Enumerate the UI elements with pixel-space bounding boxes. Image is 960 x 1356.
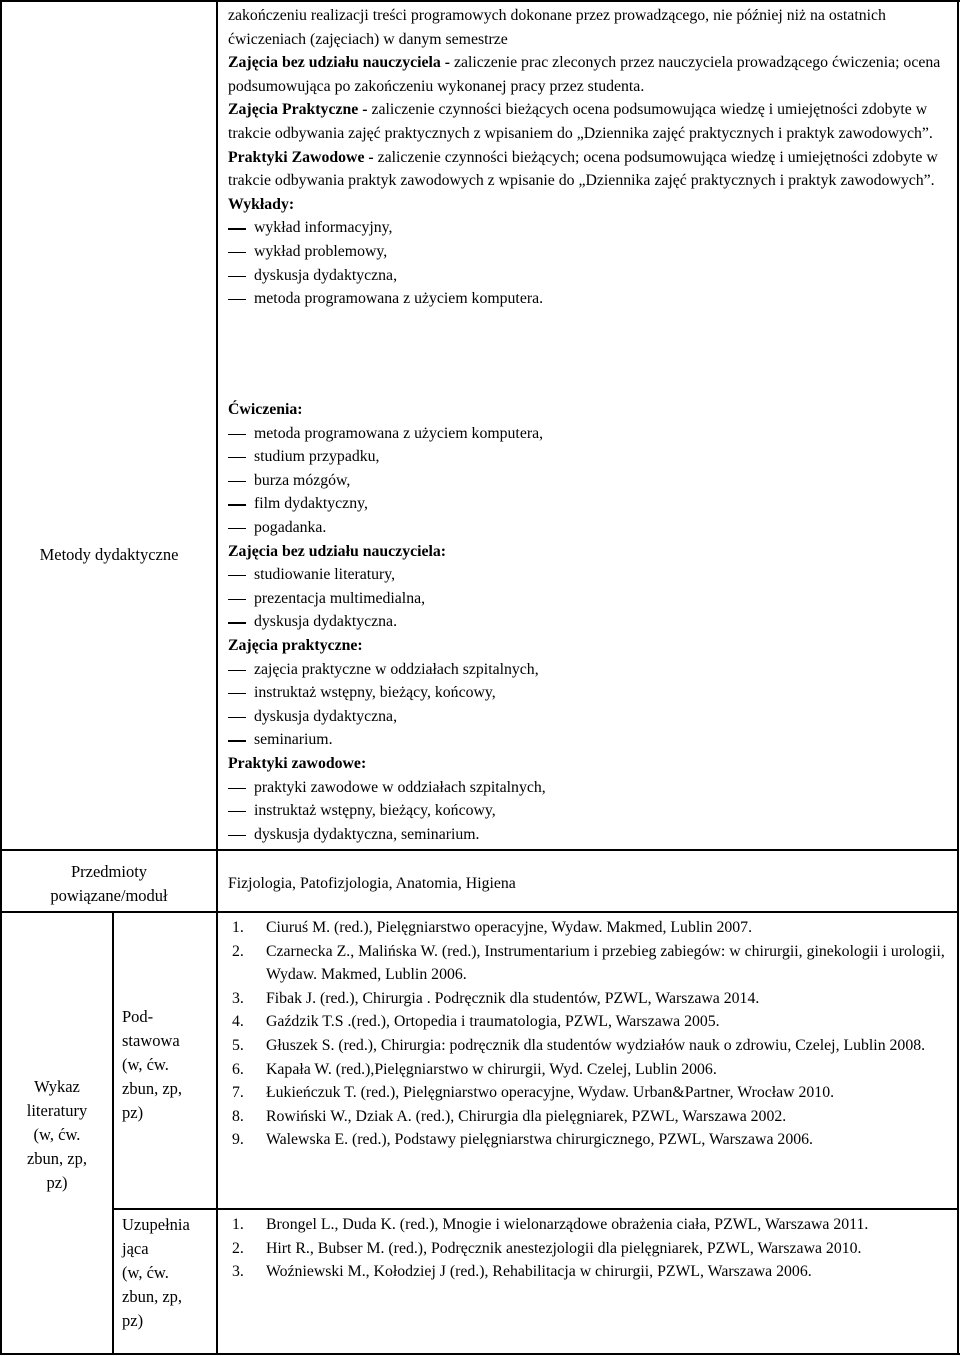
list-item: 8. Rowiński W., Dziak A. (red.), Chirurgia dla pielęgniarek, PZWL, Warszawa 2002.: [232, 1107, 787, 1125]
list-item: wykład problemowy,: [228, 240, 946, 264]
related-section: [0, 872, 960, 896]
list-item: praktyki zawodowe w oddziałach szpitalnych,: [228, 776, 946, 800]
list-item: dyskusja dydaktyczna,: [228, 705, 946, 729]
list-item: 3. Fibak J. (red.), Chirurgia . Podręcznik dla studentów, PZWL, Warszawa 2014.: [232, 989, 760, 1007]
list-item: film dydaktyczny,: [228, 492, 946, 516]
related-value: Fizjologia, Patofizjologia, Anatomia, Higiena: [228, 875, 516, 892]
list-item: studium przypadku,: [228, 445, 946, 469]
list-item: burza mózgów,: [228, 469, 946, 493]
border-row-literature-top: [0, 911, 958, 913]
basic-literature-list: [228, 916, 946, 1152]
list-item: 4. Gaździk T.S .(red.), Ortopedia i traumatologia, PZWL, Warszawa 2005.: [232, 1013, 720, 1031]
list-item: 5. Głuszek S. (red.), Chirurgia: podręcznik dla studentów wydziałów nauk o zdrowiu, Czelej, Lublin 2008.: [232, 1036, 926, 1054]
assessment-zp: Zajęcia Praktyczne - zaliczenie czynności bieżących ocena podsumowująca wiedzę i umiejętności zdobyte w trakcie odbywania zajęć praktycznych z wpisaniem do „Dziennika zajęć praktycznych i praktyk zawodowych”.: [228, 101, 933, 142]
practical-classes-list: [228, 658, 946, 752]
list-item: 7. Łukieńczuk T. (red.), Pielęgniarstwo operacyjne, Wydaw. Urban&Partner, Wrocław 2010.: [232, 1084, 835, 1102]
list-item: dyskusja dydaktyczna,: [228, 264, 946, 288]
methods-section: [0, 398, 960, 846]
assessment-pz: Praktyki Zawodowe - zaliczenie czynności bieżących; ocena podsumowująca wiedzę i umiejętności zdobyte w trakcie odbywania praktyk zawodowych z wpisanie do „Dziennika zajęć praktycznych i praktyk zawodowych”.: [228, 148, 938, 190]
internship-list: [228, 776, 946, 847]
list-item: metoda programowana z użyciem komputera.: [228, 287, 946, 311]
supplementary-literature-list: [228, 1213, 946, 1284]
exercises-heading: Ćwiczenia:: [228, 401, 303, 418]
border-row-related-top: [0, 849, 958, 851]
list-item: zajęcia praktyczne w oddziałach szpitalnych,: [228, 658, 946, 682]
literature-label: Wykaz literatury (w, ćw. zbun, zp, pz): [26, 1077, 88, 1192]
border-top: [0, 0, 960, 2]
list-item: 1. Ciuruś M. (red.), Pielęgniarstwo operacyjne, Wydaw. Makmed, Lublin 2007.: [232, 919, 753, 936]
practical-classes-heading: Zajęcia praktyczne:: [228, 636, 363, 654]
list-item: 2. Czarnecka Z., Malińska W. (red.), Instrumentarium i przebieg zabiegów: w chirurgii, ginekologii i urologii, Wydaw. Makmed, Lublin 2006.: [232, 942, 945, 984]
assessment-zbu: Zajęcia bez udziału nauczyciela - zaliczenie prac zleconych przez nauczyciela prowadzącego ćwiczenia; ocena podsumowująca po zakończeniu wykonanej pracy przez studenta.: [228, 54, 941, 95]
list-item: 6. Kapała W. (red.),Pielęgniarstwo w chirurgii, Wyd. Czelej, Lublin 2006.: [232, 1060, 717, 1078]
list-item: prezentacja multimedialna,: [228, 587, 946, 611]
list-item: dyskusja dydaktyczna.: [228, 610, 946, 634]
internship-heading: Praktyki zawodowe:: [228, 754, 367, 772]
self-study-heading: Zajęcia bez udziału nauczyciela:: [228, 542, 447, 560]
related-label-line1: Przedmioty: [70, 862, 148, 881]
list-item: metoda programowana z użyciem komputera,: [228, 422, 946, 446]
list-item: instruktaż wstępny, bieżący, końcowy,: [228, 799, 946, 823]
list-item: dyskusja dydaktyczna, seminarium.: [228, 823, 946, 847]
list-item: 1. Brongel L., Duda K. (red.), Mnogie i wielonarządowe obrażenia ciała, PZWL, Warszawa 2011.: [232, 1216, 869, 1233]
methods-label: Metody dydaktyczne: [39, 545, 179, 564]
related-label-line2: powiązane/moduł: [50, 886, 168, 905]
list-item: instruktaż wstępny, bieżący, końcowy,: [228, 681, 946, 705]
list-item: studiowanie literatury,: [228, 563, 946, 587]
assessment-section: [0, 4, 960, 311]
basic-literature-section: [0, 916, 960, 1152]
list-item: 3. Woźniewski M., Kołodziej J (red.), Rehabilitacja w chirurgii, PZWL, Warszawa 2006.: [232, 1263, 812, 1281]
border-literature-subrow: [112, 1208, 958, 1210]
lectures-list: [228, 216, 946, 310]
assessment-para-1: zakończeniu realizacji treści programowych dokonane przez prowadzącego, nie później niż na ostatnich ćwiczeniach (zajęciach) w danym semestrze: [228, 7, 886, 48]
list-item: wykład informacyjny,: [228, 216, 946, 240]
list-item: pogadanka.: [228, 516, 946, 540]
literature-basic-label: Pod- stawowa (w, ćw. zbun, zp, pz): [122, 1007, 183, 1122]
list-item: seminarium.: [228, 728, 946, 752]
list-item: 9. Walewska E. (red.), Podstawy pielęgniarstwa chirurgicznego, PZWL, Warszawa 2006.: [232, 1131, 813, 1149]
literature-supplementary-label: Uzupełnia jąca (w, ćw. zbun, zp, pz): [122, 1215, 190, 1330]
exercises-list: [228, 422, 946, 540]
supplementary-literature-section: [0, 1213, 960, 1284]
self-study-list: [228, 563, 946, 634]
lectures-heading: Wykłady:: [228, 195, 295, 213]
border-bottom: [0, 1353, 960, 1355]
list-item: 2. Hirt R., Bubser M. (red.), Podręcznik anestezjologii dla pielęgniarek, PZWL, Warszawa 2010.: [232, 1239, 862, 1257]
